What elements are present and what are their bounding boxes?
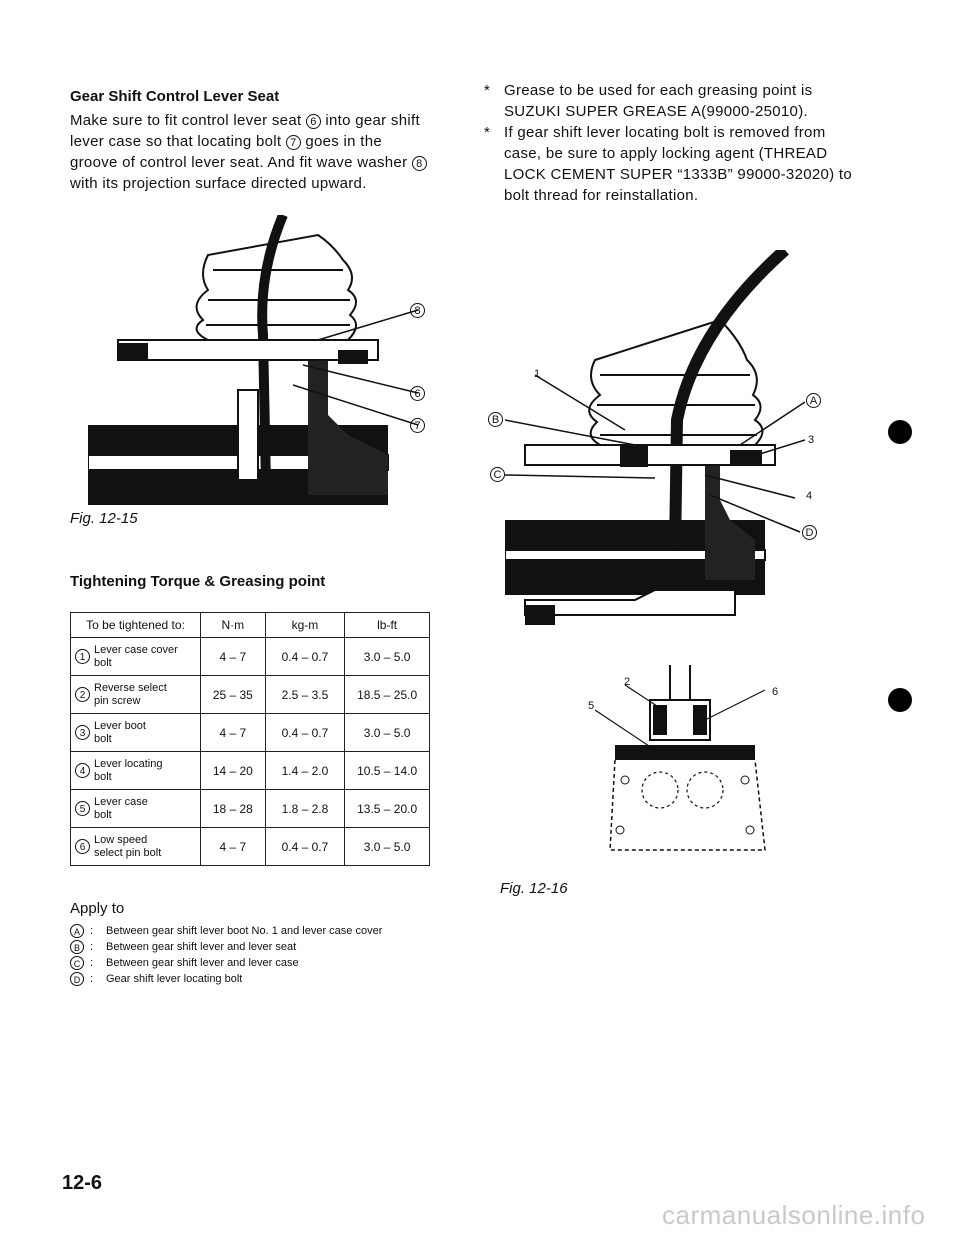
callout-5: 5 [588,700,595,712]
lbft-cell: 3.0 – 5.0 [345,714,430,752]
list-item: D : Gear shift lever locating bolt [70,971,410,987]
nm-cell: 4 – 7 [201,714,266,752]
callout-1: 1 [534,368,541,380]
callout-6: 6 [410,386,425,401]
apply-heading: Apply to [70,900,125,917]
page-number: 12-6 [62,1172,103,1194]
column-header: N·m [201,613,266,638]
kgm-cell: 1.8 – 2.8 [265,790,345,828]
note-item: * If gear shift lever locating bolt is removed from case, be sure to apply locking agent (THREAD LOCK CEMENT SUPER “1333B” 99000-32020) to bolt thread for reinstallation. [484,124,853,204]
column-header: kg-m [265,613,345,638]
figure-caption: Fig. 12-15 [70,510,138,527]
list-item: A : Between gear shift lever boot No. 1 and lever case cover [70,923,410,939]
section-heading: Gear Shift Control Lever Seat [70,88,280,105]
kgm-cell: 2.5 – 3.5 [265,676,345,714]
select-pin-detail-diagram [595,660,775,860]
lbft-cell: 10.5 – 14.0 [345,752,430,790]
kgm-cell: 0.4 – 0.7 [265,638,345,676]
nm-cell: 4 – 7 [201,638,266,676]
callout-D: D [802,525,817,540]
table-row [71,676,430,714]
table-row [71,790,430,828]
callout-A: A [806,393,821,408]
instruction-paragraph: Make sure to fit control lever seat 6 into gear shift lever case so that locating bolt 7 goes in the groove of control lever seat. And fit wave washer 8 with its projection surface directed upward. [70,110,430,194]
callout-6-detail: 6 [772,686,779,698]
callout-4: 4 [806,490,813,502]
item-cell: 3Lever boot bolt [71,714,201,752]
shift-lever-seat-diagram [88,215,438,505]
binder-hole-mark [888,688,912,712]
nm-cell: 25 – 35 [201,676,266,714]
kgm-cell: 0.4 – 0.7 [265,828,345,866]
callout-8: 8 [410,303,425,318]
table-heading: Tightening Torque & Greasing point [70,573,326,590]
binder-hole-mark [888,420,912,444]
list-item: B : Between gear shift lever and lever seat [70,939,410,955]
callout-B: B [488,412,503,427]
table-row [71,714,430,752]
note-item: * Grease to be used for each greasing point is SUZUKI SUPER GREASE A(99000-25010). [484,82,813,120]
item-cell: 5Lever case bolt [71,790,201,828]
kgm-cell: 1.4 – 2.0 [265,752,345,790]
shift-lever-assembly-diagram [505,250,805,640]
lbft-cell: 18.5 – 25.0 [345,676,430,714]
column-header: To be tightened to: [71,613,201,638]
ref-marker: 6 [306,114,321,129]
table-row [71,828,430,866]
callout-C: C [490,467,505,482]
callout-7: 7 [410,418,425,433]
table-header-row [71,613,430,638]
lbft-cell: 13.5 – 20.0 [345,790,430,828]
item-cell: 1Lever case cover bolt [71,638,201,676]
list-item: C : Between gear shift lever and lever case [70,955,410,971]
apply-list [70,923,410,987]
table-row [71,752,430,790]
item-cell: 2Reverse select pin screw [71,676,201,714]
nm-cell: 4 – 7 [201,828,266,866]
callout-2: 2 [624,676,631,688]
lbft-cell: 3.0 – 5.0 [345,828,430,866]
item-cell: 4Lever locating bolt [71,752,201,790]
item-cell: 6Low speed select pin bolt [71,828,201,866]
ref-marker: 7 [286,135,301,150]
watermark: carmanualsonline.info [662,1200,926,1230]
column-header: lb-ft [345,613,430,638]
nm-cell: 14 – 20 [201,752,266,790]
figure-caption: Fig. 12-16 [500,880,568,897]
lbft-cell: 3.0 – 5.0 [345,638,430,676]
kgm-cell: 0.4 – 0.7 [265,714,345,752]
table-row [71,638,430,676]
callout-3: 3 [808,434,815,446]
torque-table [70,612,430,866]
nm-cell: 18 – 28 [201,790,266,828]
grease-notes [478,80,858,206]
ref-marker: 8 [412,156,427,171]
